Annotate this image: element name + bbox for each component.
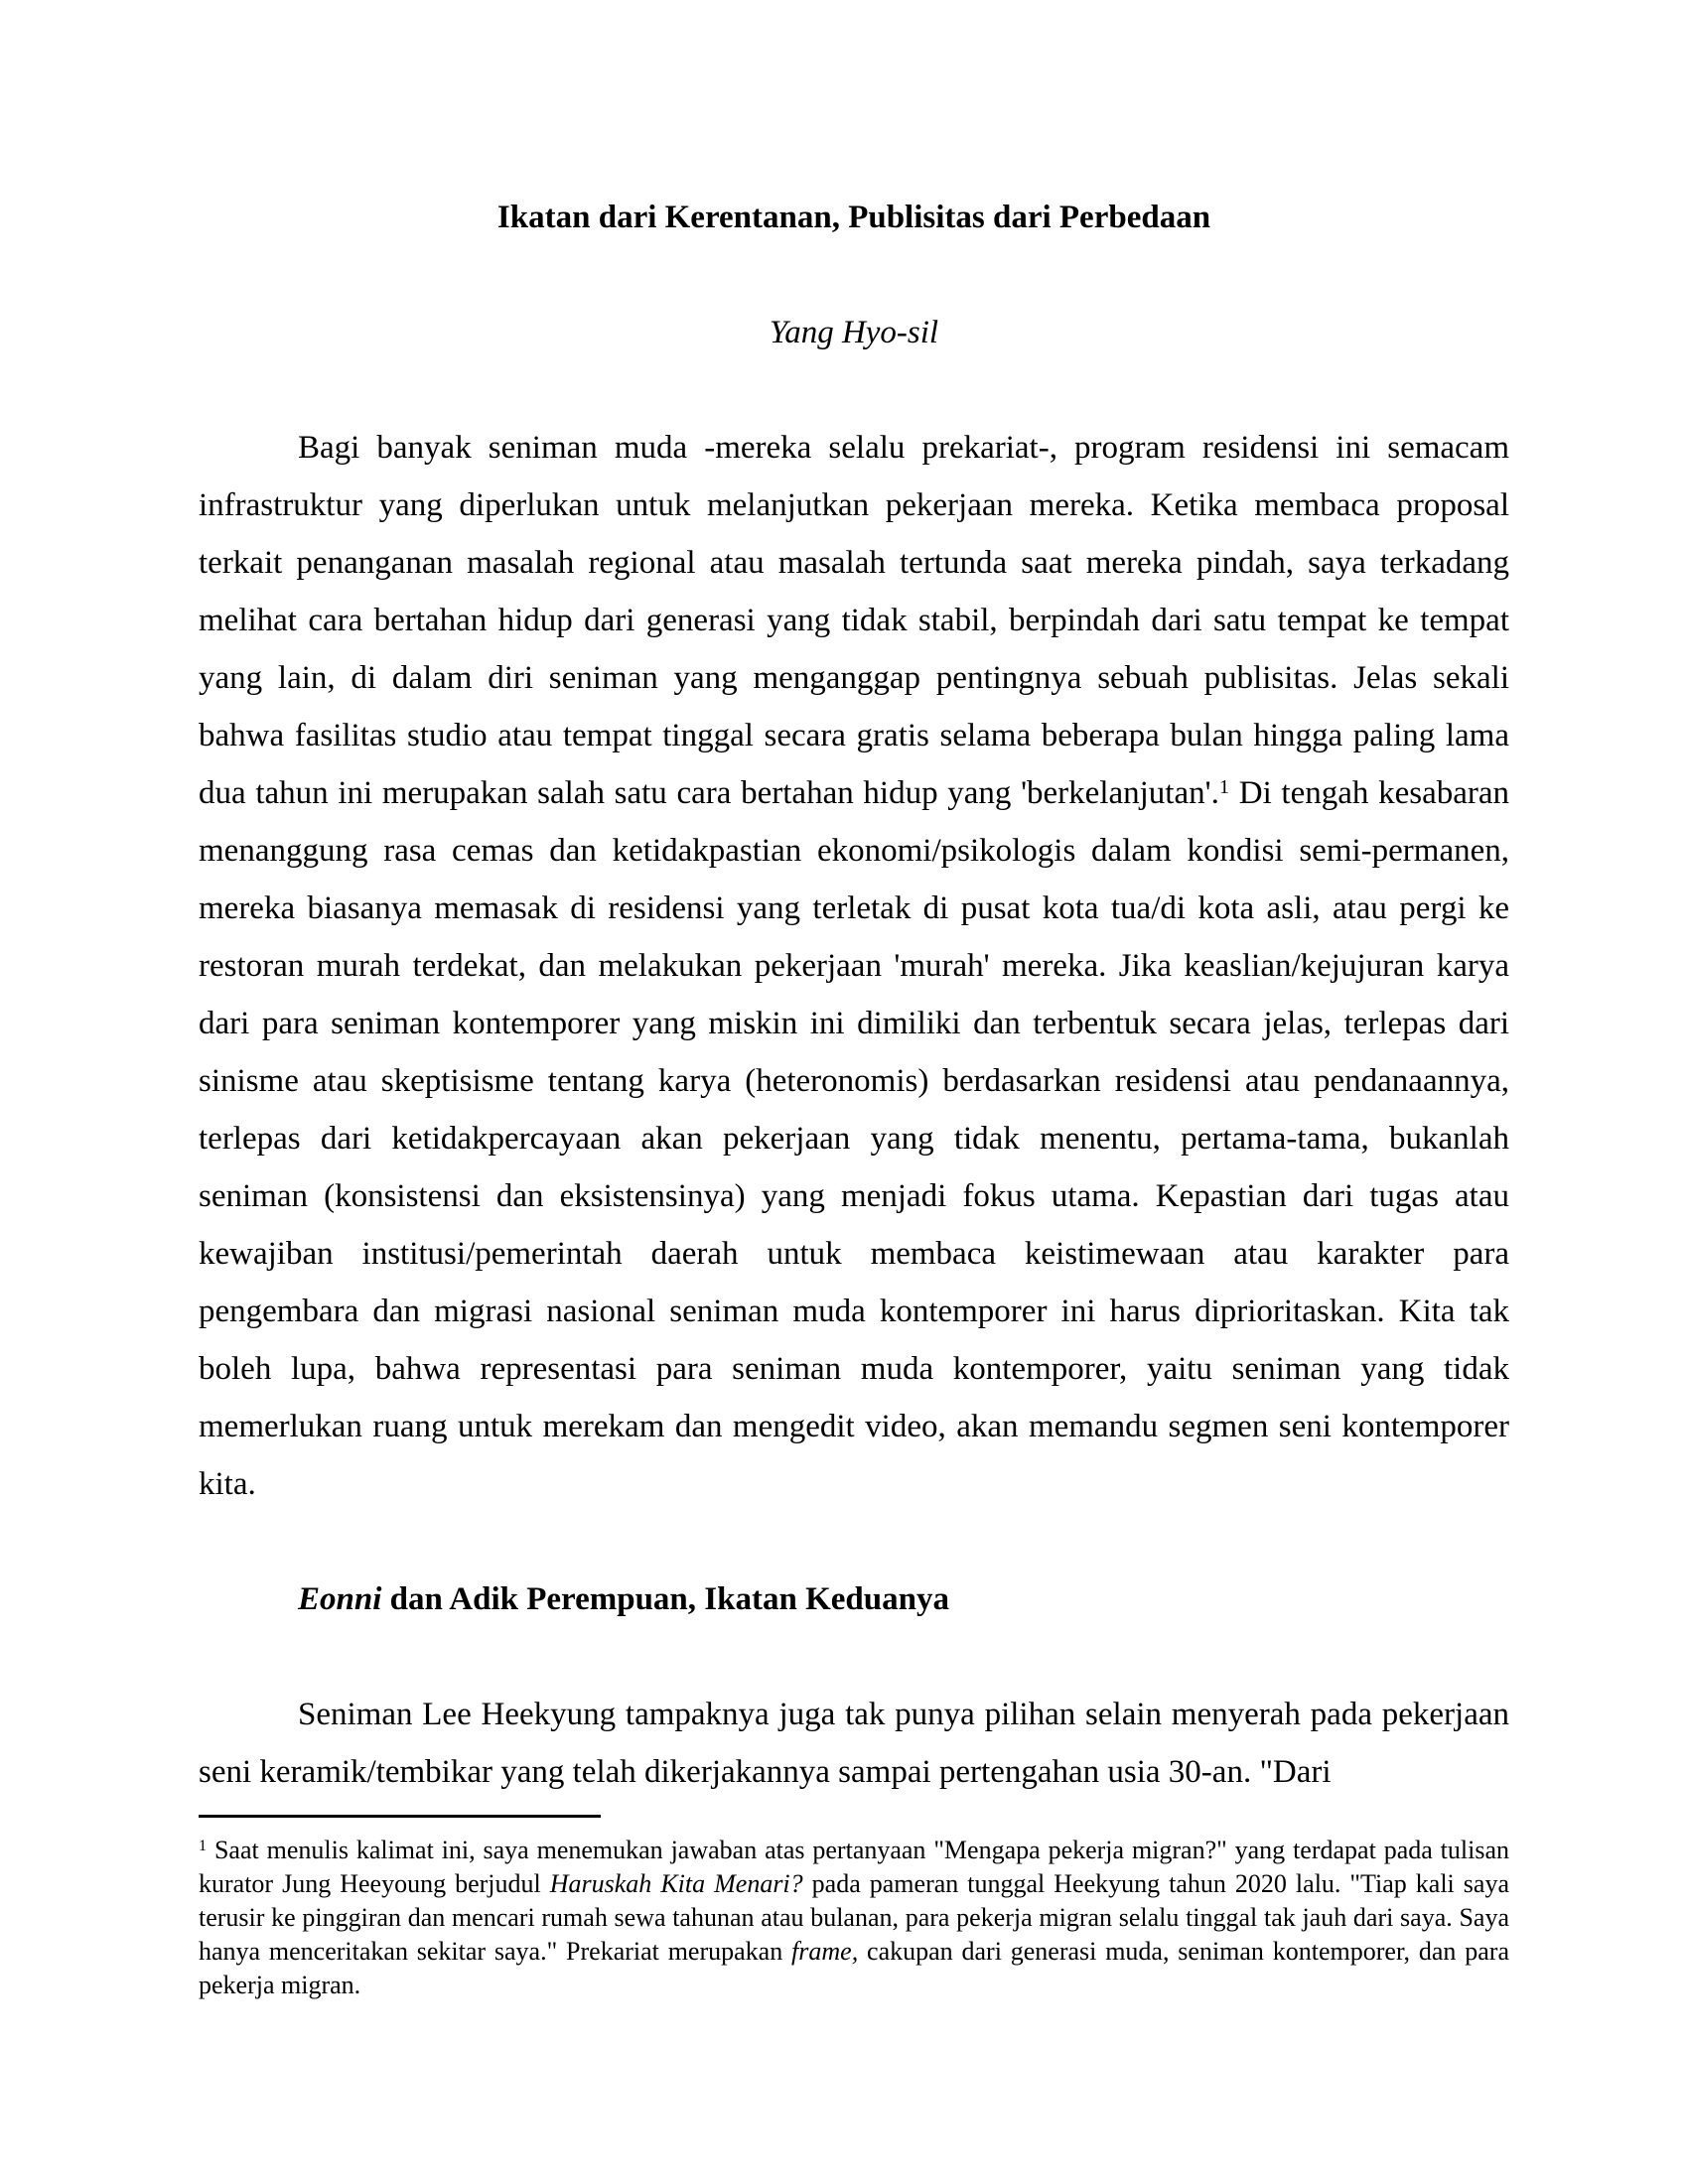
document-author: Yang Hyo-sil [769,315,939,350]
document-content [199,189,1509,2002]
document-title: Ikatan dari Kerentanan, Publisitas dari Perbedaan [496,200,1211,235]
footnote-separator [199,1815,601,1818]
body-paragraph-2: Seniman Lee Heekyung tampaknya juga tak punya pilihan selain menyerah pada pekerjaan seni keramik/tembikar yang telah dikerjakannya sampai pertengahan usia 30-an. "Dari [199,1697,1509,1790]
footnote-text: $^1$ Saat menulis kalimat ini, saya menemukan jawaban atas pertanyaan "Mengapa pekerja migran?" yang terdapat pada tulisan kurator Jung Heeyoung berjudul Haruskah Kita Menari? pada pameran tunggal Heekyung tahun 2020 lalu. "Tiap kali saya terusir ke pinggiran dan mencari rumah sewa tahunan atau bulanan, para pekerja migran selalu tinggal tak jauh dari saya. Saya hanya menceritakan sekitar saya." Prekariat merupakan frame, cakupan dari generasi muda, seniman kontemporer, dan para pekerja migran. [199,1836,1509,1999]
section-heading: Eonni dan Adik Perempuan, Ikatan Keduanya [298,1581,949,1617]
footnote-block [199,1815,1509,2002]
body-paragraph-1: Bagi banyak seniman muda -mereka selalu prekariat-, program residensi ini semacam infrastruktur yang diperlukan untuk melanjutkan pekerjaan mereka. Ketika membaca proposal terkait penanganan masalah regional atau masalah tertunda saat mereka pindah, saya terkadang melihat cara bertahan hidup dari generasi yang tidak stabil, berpindah dari satu tempat ke tempat yang lain, di dalam diri seniman yang menganggap pentingnya sebuah publisitas. Jelas sekali bahwa fasilitas studio atau tempat tinggal secara gratis selama beberapa bulan hingga paling lama dua tahun ini merupakan salah satu cara bertahan hidup yang 'berkelanjutan'.$^1$ Di tengah kesabaran menanggung rasa cemas dan ketidakpastian ekonomi/psikologis dalam kondisi semi-permanen, mereka biasanya memasak di residensi yang terletak di pusat kota tua/di kota asli, atau pergi ke restoran murah terdekat, dan melakukan pekerjaan 'murah' mereka. Jika keaslian/kejujuran karya dari para seniman kontemporer yang miskin ini dimiliki dan terbentuk secara jelas, terlepas dari sinisme atau skeptisisme tentang karya (heteronomis) berdasarkan residensi atau pendanaannya, terlepas dari ketidakpercayaan akan pekerjaan yang tidak menentu, pertama-tama, bukanlah seniman (konsistensi dan eksistensinya) yang menjadi fokus utama. Kepastian dari tugas atau kewajiban institusi/pemerintah daerah untuk membaca keistimewaan atau karakter para pengembara dan migrasi nasional seniman muda kontemporer ini harus diprioritaskan. Kita tak boleh lupa, bahwa representasi para seniman muda kontemporer, yaitu seniman yang tidak memerlukan ruang untuk merekam dan mengedit video, akan memandu segmen seni kontemporer kita. [199,430,1509,1502]
